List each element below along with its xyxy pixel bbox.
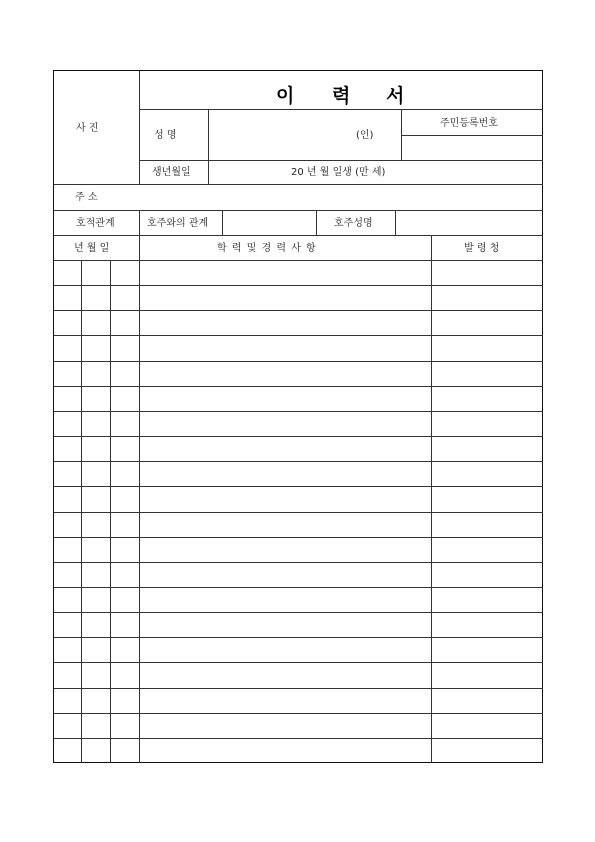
history-issuer-header: 발 령 청 [464,243,500,254]
name-label: 성 명 [154,130,177,141]
history-row-line [54,688,543,689]
title-bottom-rule [139,109,543,110]
family-rule-4 [395,210,396,235]
photo-label: 사 진 [76,123,99,134]
resident-number-mid-rule [401,135,543,136]
name-label-rule [208,109,209,184]
title-char-2: 력 [332,85,351,107]
history-row-line [54,713,543,714]
history-row-line [54,436,543,437]
history-row-line [54,386,543,387]
family-rule-3 [316,210,317,235]
history-row-line [54,612,543,613]
address-label: 주 소 [75,192,98,203]
form-title [276,81,406,107]
family-rule-1 [139,210,140,235]
history-row-line [54,310,543,311]
resident-number-label: 주민등록번호 [440,118,498,129]
history-row-line [54,411,543,412]
history-row-line [54,587,543,588]
history-content-header: 학 력 및 경 력 사 항 [217,243,317,254]
address-top-rule [54,184,543,185]
head-name-label: 호주성명 [334,218,373,229]
history-row-line [54,285,543,286]
family-top-rule [54,210,543,211]
history-row-line [54,662,543,663]
history-header-top-rule [54,235,543,236]
history-row-line [54,562,543,563]
seal-mark: (인) [356,130,374,141]
history-date-rule [139,235,140,763]
history-row-line [54,335,543,336]
history-row-line [54,461,543,462]
history-row-line [54,486,543,487]
title-char-3: 서 [386,85,405,107]
family-rule-2 [222,210,223,235]
birth-row-top-rule [139,160,543,161]
history-row-line [54,637,543,638]
resume-form [53,70,543,763]
relation-to-head-label: 호주와의 관계 [147,218,209,229]
history-row-line [54,537,543,538]
history-row-line [54,361,543,362]
birthdate-label: 생년월일 [152,167,191,178]
birthdate-template: 20 년 월 일생 (만 세) [291,167,386,178]
history-date-header: 년 월 일 [74,243,110,254]
history-issuer-rule [431,235,432,763]
history-row-line [54,512,543,513]
family-relation-label: 호적관계 [76,218,115,229]
photo-right-rule [139,71,140,184]
title-char-1: 이 [276,85,295,107]
history-row-line [54,738,543,739]
history-row-line [54,260,543,261]
